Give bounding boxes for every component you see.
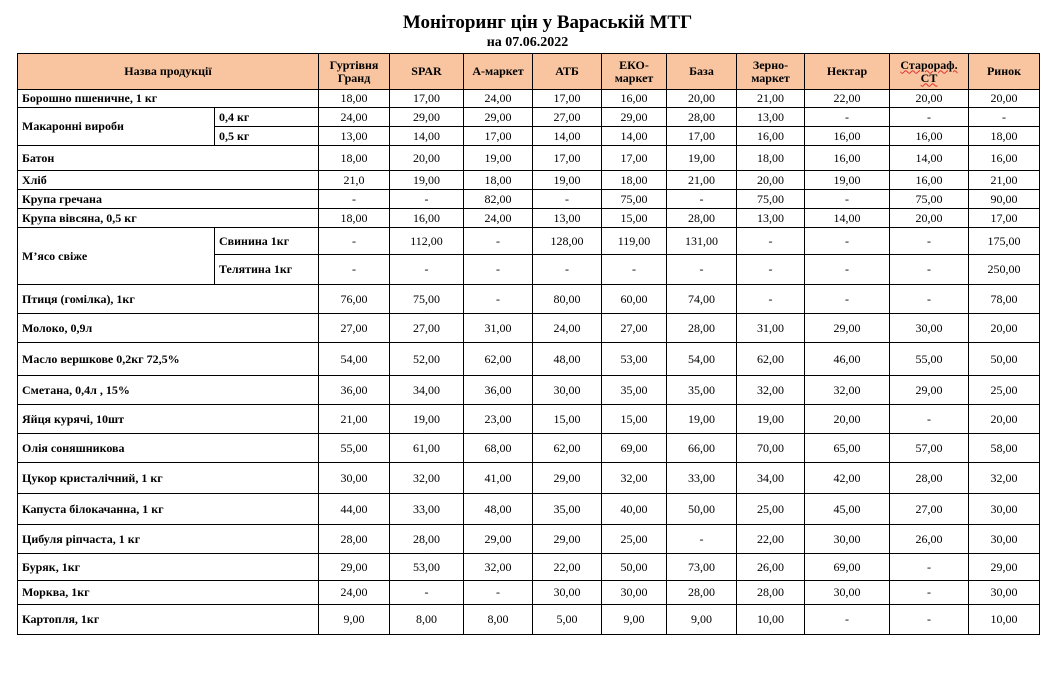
product-name: Олія соняшникова (18, 434, 319, 463)
price-cell: 19,00 (667, 405, 737, 434)
price-cell: 28,00 (737, 581, 805, 605)
price-cell: 45,00 (805, 494, 890, 525)
price-cell: 62,00 (737, 343, 805, 376)
price-cell: 17,00 (969, 209, 1040, 228)
price-cell: 29,00 (602, 108, 667, 127)
price-cell: 29,00 (969, 554, 1040, 581)
price-cell: 75,00 (737, 190, 805, 209)
price-cell: 19,00 (390, 171, 464, 190)
price-cell: 62,00 (464, 343, 533, 376)
header-row (18, 54, 1040, 90)
price-cell: 128,00 (533, 228, 602, 255)
price-cell: 30,00 (969, 525, 1040, 554)
price-cell: 19,00 (464, 146, 533, 171)
price-cell: - (464, 285, 533, 314)
price-cell: 19,00 (533, 171, 602, 190)
header-baza: База (667, 54, 737, 90)
price-cell: 20,00 (805, 405, 890, 434)
price-cell: 50,00 (602, 554, 667, 581)
table-row (18, 90, 1040, 108)
product-name: Птиця (гомілка), 1кг (18, 285, 319, 314)
price-table (17, 53, 1040, 635)
price-cell: 32,00 (602, 463, 667, 494)
price-cell: - (464, 228, 533, 255)
price-cell: - (805, 255, 890, 285)
table-row (18, 605, 1040, 635)
price-cell: 25,00 (969, 376, 1040, 405)
price-cell: 16,00 (805, 127, 890, 146)
table-row (18, 376, 1040, 405)
price-cell: 18,00 (319, 209, 390, 228)
price-cell: 8,00 (464, 605, 533, 635)
price-cell: 21,00 (969, 171, 1040, 190)
price-cell: 28,00 (390, 525, 464, 554)
product-variant: 0,5 кг (215, 127, 319, 146)
price-cell: 20,00 (667, 90, 737, 108)
price-cell: 53,00 (602, 343, 667, 376)
price-cell: 24,00 (319, 581, 390, 605)
price-cell: 27,00 (533, 108, 602, 127)
price-cell: 16,00 (890, 171, 969, 190)
price-cell: 131,00 (667, 228, 737, 255)
price-cell: 24,00 (464, 209, 533, 228)
price-cell: 24,00 (464, 90, 533, 108)
table-row (18, 494, 1040, 525)
price-cell: 16,00 (969, 146, 1040, 171)
price-cell: 24,00 (533, 314, 602, 343)
price-cell: 10,00 (969, 605, 1040, 635)
table-row (18, 463, 1040, 494)
product-name: Морква, 1кг (18, 581, 319, 605)
price-cell: 119,00 (602, 228, 667, 255)
product-name: Цукор кристалічний, 1 кг (18, 463, 319, 494)
price-cell: - (464, 581, 533, 605)
price-cell: - (805, 228, 890, 255)
header-spar: SPAR (390, 54, 464, 90)
price-cell: 75,00 (602, 190, 667, 209)
price-cell: - (319, 228, 390, 255)
price-cell: 9,00 (667, 605, 737, 635)
price-cell: 66,00 (667, 434, 737, 463)
price-cell: 73,00 (667, 554, 737, 581)
price-cell: - (319, 190, 390, 209)
price-cell: 20,00 (969, 90, 1040, 108)
price-cell: 27,00 (890, 494, 969, 525)
price-cell: 17,00 (667, 127, 737, 146)
price-cell: - (890, 285, 969, 314)
price-cell: 29,00 (319, 554, 390, 581)
product-name: М’ясо свіже (18, 228, 215, 285)
price-cell: - (319, 255, 390, 285)
price-cell: 50,00 (667, 494, 737, 525)
price-cell: 69,00 (805, 554, 890, 581)
price-cell: 25,00 (602, 525, 667, 554)
price-cell: 9,00 (602, 605, 667, 635)
price-cell: 42,00 (805, 463, 890, 494)
table-row (18, 525, 1040, 554)
price-cell: 22,00 (805, 90, 890, 108)
price-cell: 21,00 (737, 90, 805, 108)
price-cell: 55,00 (890, 343, 969, 376)
price-cell: 16,00 (805, 146, 890, 171)
price-cell: 34,00 (737, 463, 805, 494)
product-name: Крупа вівсяна, 0,5 кг (18, 209, 319, 228)
price-cell: 27,00 (602, 314, 667, 343)
price-cell: 30,00 (319, 463, 390, 494)
price-cell: 61,00 (390, 434, 464, 463)
price-cell: 8,00 (390, 605, 464, 635)
price-cell: - (969, 108, 1040, 127)
price-cell: 80,00 (533, 285, 602, 314)
price-cell: 20,00 (890, 209, 969, 228)
price-cell: 60,00 (602, 285, 667, 314)
table-row (18, 314, 1040, 343)
price-cell: 32,00 (969, 463, 1040, 494)
price-cell: 28,00 (890, 463, 969, 494)
product-variant: 0,4 кг (215, 108, 319, 127)
price-cell: 35,00 (667, 376, 737, 405)
product-variant: Телятина 1кг (215, 255, 319, 285)
price-cell: 55,00 (319, 434, 390, 463)
price-cell: 250,00 (969, 255, 1040, 285)
price-cell: 20,00 (890, 90, 969, 108)
price-cell: 30,00 (602, 581, 667, 605)
price-cell: 22,00 (737, 525, 805, 554)
price-cell: - (667, 255, 737, 285)
price-cell: 16,00 (737, 127, 805, 146)
price-cell: - (890, 581, 969, 605)
product-name: Сметана, 0,4л , 15% (18, 376, 319, 405)
table-row (18, 405, 1040, 434)
product-name: Крупа гречана (18, 190, 319, 209)
price-cell: 41,00 (464, 463, 533, 494)
header-eko-market: ЕКО-маркет (602, 54, 667, 90)
price-cell: - (805, 605, 890, 635)
price-cell: 74,00 (667, 285, 737, 314)
price-cell: 30,00 (969, 494, 1040, 525)
price-cell: 19,00 (390, 405, 464, 434)
price-cell: - (533, 190, 602, 209)
table-row (18, 190, 1040, 209)
price-cell: 30,00 (533, 581, 602, 605)
product-name: Буряк, 1кг (18, 554, 319, 581)
price-cell: - (667, 525, 737, 554)
price-cell: 30,00 (533, 376, 602, 405)
price-cell: 15,00 (533, 405, 602, 434)
price-cell: 18,00 (737, 146, 805, 171)
price-cell: 76,00 (319, 285, 390, 314)
price-cell: 21,0 (319, 171, 390, 190)
price-cell: 28,00 (667, 314, 737, 343)
table-row (18, 146, 1040, 171)
price-cell: - (667, 190, 737, 209)
price-cell: 21,00 (319, 405, 390, 434)
header-a-market: А-маркет (464, 54, 533, 90)
price-cell: 17,00 (464, 127, 533, 146)
price-cell: 19,00 (805, 171, 890, 190)
price-cell: - (602, 255, 667, 285)
price-cell: 22,00 (533, 554, 602, 581)
price-cell: 78,00 (969, 285, 1040, 314)
price-cell: 9,00 (319, 605, 390, 635)
price-cell: 21,00 (667, 171, 737, 190)
price-cell: 52,00 (390, 343, 464, 376)
header-rynok: Ринок (969, 54, 1040, 90)
price-cell: 58,00 (969, 434, 1040, 463)
price-cell: - (390, 255, 464, 285)
price-cell: - (805, 108, 890, 127)
price-cell: 28,00 (319, 525, 390, 554)
price-cell: 18,00 (319, 146, 390, 171)
price-cell: - (464, 255, 533, 285)
price-cell: 28,00 (667, 108, 737, 127)
price-cell: - (890, 554, 969, 581)
price-cell: 30,00 (890, 314, 969, 343)
price-cell: 75,00 (890, 190, 969, 209)
price-cell: 75,00 (390, 285, 464, 314)
price-cell: - (533, 255, 602, 285)
price-cell: 14,00 (805, 209, 890, 228)
price-cell: 29,00 (805, 314, 890, 343)
price-cell: 65,00 (805, 434, 890, 463)
table-row (18, 108, 1040, 127)
price-cell: 17,00 (602, 146, 667, 171)
price-cell: 90,00 (969, 190, 1040, 209)
table-row (18, 171, 1040, 190)
price-cell: 29,00 (390, 108, 464, 127)
price-cell: 14,00 (533, 127, 602, 146)
price-cell: 20,00 (969, 314, 1040, 343)
price-cell: 62,00 (533, 434, 602, 463)
price-cell: 16,00 (390, 209, 464, 228)
price-cell: 82,00 (464, 190, 533, 209)
price-cell: 27,00 (319, 314, 390, 343)
product-name: Картопля, 1кг (18, 605, 319, 635)
product-name: Цибуля ріпчаста, 1 кг (18, 525, 319, 554)
price-cell: 44,00 (319, 494, 390, 525)
price-cell: 29,00 (890, 376, 969, 405)
price-cell: 33,00 (390, 494, 464, 525)
price-cell: - (890, 255, 969, 285)
price-cell: 19,00 (737, 405, 805, 434)
product-variant: Свинина 1кг (215, 228, 319, 255)
price-cell: 68,00 (464, 434, 533, 463)
price-cell: 25,00 (737, 494, 805, 525)
price-cell: 53,00 (390, 554, 464, 581)
price-cell: - (805, 190, 890, 209)
price-cell: - (890, 228, 969, 255)
price-cell: 13,00 (737, 108, 805, 127)
price-cell: 18,00 (969, 127, 1040, 146)
price-cell: - (890, 405, 969, 434)
price-cell: 26,00 (890, 525, 969, 554)
product-name: Батон (18, 146, 319, 171)
price-cell: 70,00 (737, 434, 805, 463)
price-cell: 36,00 (319, 376, 390, 405)
price-cell: 48,00 (533, 343, 602, 376)
price-cell: - (737, 255, 805, 285)
table-row (18, 343, 1040, 376)
price-cell: 30,00 (969, 581, 1040, 605)
price-cell: 28,00 (667, 209, 737, 228)
price-cell: 32,00 (737, 376, 805, 405)
header-product-name: Назва продукції (18, 54, 319, 90)
price-cell: 29,00 (533, 463, 602, 494)
price-cell: 36,00 (464, 376, 533, 405)
price-cell: 13,00 (533, 209, 602, 228)
price-cell: 31,00 (737, 314, 805, 343)
header-atb: АТБ (533, 54, 602, 90)
table-row (18, 581, 1040, 605)
price-cell: 17,00 (533, 90, 602, 108)
price-cell: 17,00 (533, 146, 602, 171)
price-cell: 13,00 (319, 127, 390, 146)
price-cell: 54,00 (667, 343, 737, 376)
table-row (18, 434, 1040, 463)
product-name: Борошно пшеничне, 1 кг (18, 90, 319, 108)
price-cell: - (390, 581, 464, 605)
price-cell: 32,00 (390, 463, 464, 494)
price-cell: 57,00 (890, 434, 969, 463)
header-zerno-market: Зерно-маркет (737, 54, 805, 90)
price-cell: 18,00 (602, 171, 667, 190)
price-cell: 175,00 (969, 228, 1040, 255)
price-cell: 16,00 (602, 90, 667, 108)
price-cell: 32,00 (464, 554, 533, 581)
price-cell: 30,00 (805, 581, 890, 605)
price-cell: 29,00 (464, 525, 533, 554)
price-cell: 35,00 (533, 494, 602, 525)
table-row (18, 209, 1040, 228)
product-name: Хліб (18, 171, 319, 190)
product-name: Макаронні вироби (18, 108, 215, 146)
price-cell: 69,00 (602, 434, 667, 463)
price-cell: 13,00 (737, 209, 805, 228)
price-cell: 46,00 (805, 343, 890, 376)
price-cell: 18,00 (319, 90, 390, 108)
price-cell: 34,00 (390, 376, 464, 405)
price-cell: 20,00 (390, 146, 464, 171)
price-cell: 50,00 (969, 343, 1040, 376)
price-cell: 54,00 (319, 343, 390, 376)
product-name: Яйця курячі, 10шт (18, 405, 319, 434)
price-cell: - (390, 190, 464, 209)
price-cell: 33,00 (667, 463, 737, 494)
price-cell: 17,00 (390, 90, 464, 108)
price-cell: 35,00 (602, 376, 667, 405)
price-cell: 20,00 (969, 405, 1040, 434)
price-cell: 48,00 (464, 494, 533, 525)
date-line: на 07.06.2022 (486, 35, 569, 50)
price-cell: - (737, 285, 805, 314)
table-row (18, 228, 1040, 255)
price-cell: 30,00 (805, 525, 890, 554)
product-name: Капуста білокачанна, 1 кг (18, 494, 319, 525)
price-cell: 16,00 (890, 127, 969, 146)
price-cell: 14,00 (890, 146, 969, 171)
price-cell: 14,00 (602, 127, 667, 146)
price-cell: 112,00 (390, 228, 464, 255)
price-cell: 15,00 (602, 405, 667, 434)
header-staroraf-st: Старораф. СТ (890, 54, 969, 90)
table-row (18, 285, 1040, 314)
price-cell: 5,00 (533, 605, 602, 635)
product-name: Молоко, 0,9л (18, 314, 319, 343)
price-cell: 18,00 (464, 171, 533, 190)
price-cell: 40,00 (602, 494, 667, 525)
price-cell: - (805, 285, 890, 314)
price-cell: - (890, 605, 969, 635)
price-cell: 29,00 (533, 525, 602, 554)
price-cell: - (890, 108, 969, 127)
price-cell: - (737, 228, 805, 255)
price-cell: 23,00 (464, 405, 533, 434)
price-cell: 24,00 (319, 108, 390, 127)
price-cell: 29,00 (464, 108, 533, 127)
header-gurtivnia-grand: Гуртівня Гранд (319, 54, 390, 90)
price-cell: 28,00 (667, 581, 737, 605)
price-cell: 31,00 (464, 314, 533, 343)
header-nektar: Нектар (805, 54, 890, 90)
price-cell: 14,00 (390, 127, 464, 146)
page-title: Моніторинг цін у Вараській МТГ (402, 12, 693, 33)
price-cell: 10,00 (737, 605, 805, 635)
price-cell: 32,00 (805, 376, 890, 405)
table-row (18, 554, 1040, 581)
product-name: Масло вершкове 0,2кг 72,5% (18, 343, 319, 376)
price-cell: 26,00 (737, 554, 805, 581)
price-cell: 15,00 (602, 209, 667, 228)
price-cell: 19,00 (667, 146, 737, 171)
price-cell: 27,00 (390, 314, 464, 343)
price-cell: 20,00 (737, 171, 805, 190)
